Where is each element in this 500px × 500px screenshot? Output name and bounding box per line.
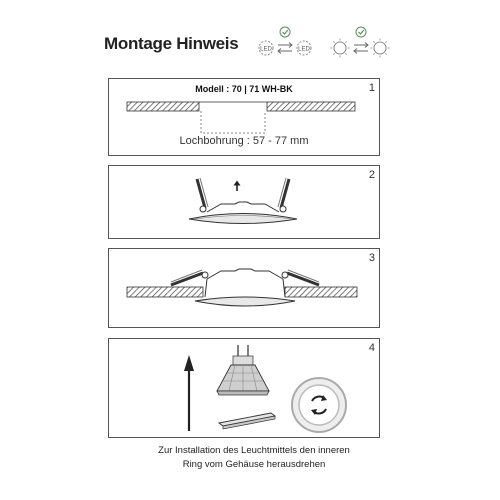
step-2-panel [108,165,380,239]
model-label: Modell : 70 | 71 WH-BK [195,84,293,94]
up-arrow-icon [234,181,241,192]
page-title: Montage Hinweis [104,34,239,53]
caption-line: Ring vom Gehäuse herausdrehen [182,459,326,470]
ceiling-section [127,287,357,297]
hole-diameter-label: Lochbohrung : 57 - 77 mm [179,135,309,147]
swap-arrows-icon [278,43,292,54]
header-icons [256,24,396,64]
led-bulb-icon [297,41,311,55]
step-number: 2 [368,169,375,181]
step-3-panel [108,248,380,328]
step-1-panel [108,78,380,156]
cutout-outline [201,111,265,133]
light-bulb-icon [331,39,350,58]
glass-cover [219,413,275,429]
swap-arrows-icon [354,43,368,54]
instruction-caption [104,444,404,472]
step-number: 4 [368,342,375,354]
led-label: LED [260,46,272,53]
step-number: 1 [368,82,375,94]
led-bulb-icon [259,41,273,55]
step-4-panel [108,338,380,438]
led-label: LED [298,46,310,53]
caption-line: Zur Installation des Leuchtmittels den inneren [158,445,350,456]
step-number: 3 [368,252,375,264]
check-circle-icon [356,27,366,37]
up-arrow-icon [184,355,194,431]
downlight-fixture [189,178,297,224]
check-circle-icon [280,27,290,37]
led-bulb-icon [217,345,269,395]
ceiling-section [127,102,355,111]
retaining-ring [292,378,346,432]
light-bulb-icon [371,39,390,58]
